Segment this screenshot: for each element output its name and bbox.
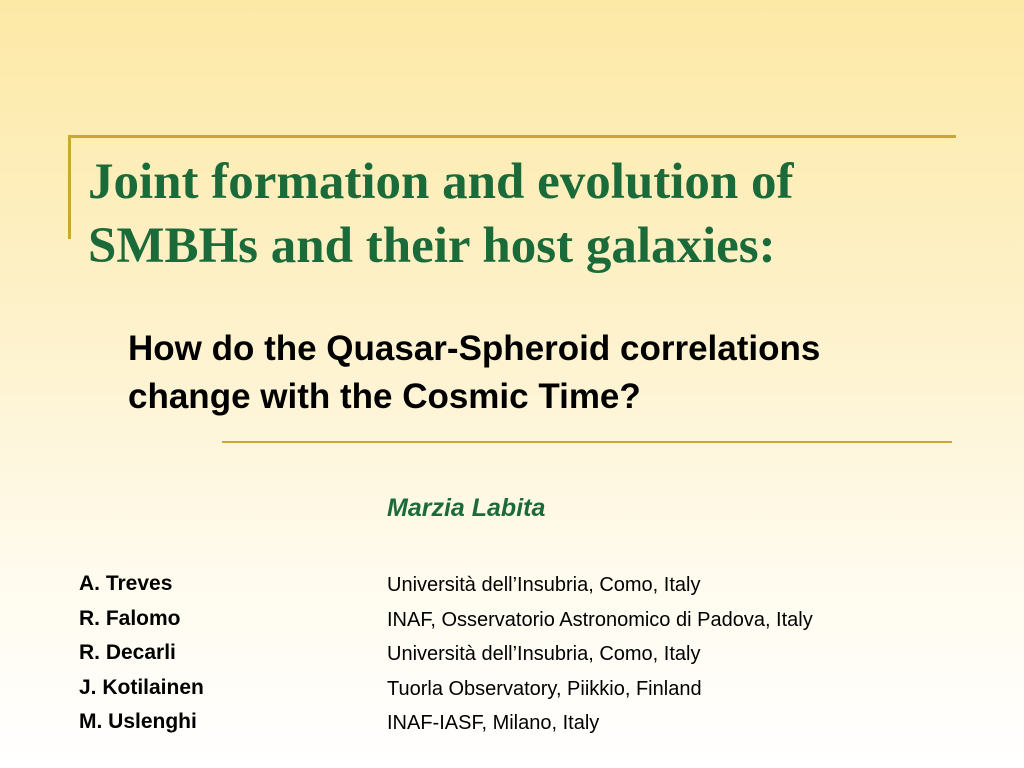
title-top-rule — [68, 135, 956, 138]
author-name: R. Decarli — [79, 641, 176, 664]
author-affiliation: Università dell’Insubria, Como, Italy — [387, 643, 701, 665]
author-affiliation: Università dell’Insubria, Como, Italy — [387, 574, 701, 596]
slide-subtitle — [128, 325, 1008, 421]
author-row — [79, 638, 979, 673]
author-affiliation: INAF-IASF, Milano, Italy — [387, 712, 600, 734]
author-name: J. Kotilainen — [79, 675, 204, 699]
title-left-rule — [68, 135, 71, 239]
author-name: R. Falomo — [79, 606, 181, 630]
author-name: M. Uslenghi — [79, 710, 197, 733]
subtitle-line-2: change with the Cosmic Time? — [128, 377, 641, 416]
title-line-1: Joint formation and evolution of — [88, 154, 794, 210]
author-affiliation: Tuorla Observatory, Piikkio, Finland — [387, 677, 702, 700]
title-line-2: SMBHs and their host galaxies: — [88, 218, 776, 274]
author-row — [79, 569, 979, 604]
subtitle-divider — [222, 441, 952, 443]
presenter-name: Marzia Labita — [387, 494, 546, 522]
author-row — [79, 707, 979, 742]
author-affiliation: INAF, Osservatorio Astronomico di Padova, Italy — [387, 608, 813, 631]
subtitle-line-1: How do the Quasar-Spheroid correlations — [128, 329, 821, 368]
author-row — [79, 604, 979, 639]
slide-title — [88, 150, 988, 278]
author-name: A. Treves — [79, 572, 173, 595]
author-row — [79, 673, 979, 708]
author-list — [79, 569, 979, 742]
